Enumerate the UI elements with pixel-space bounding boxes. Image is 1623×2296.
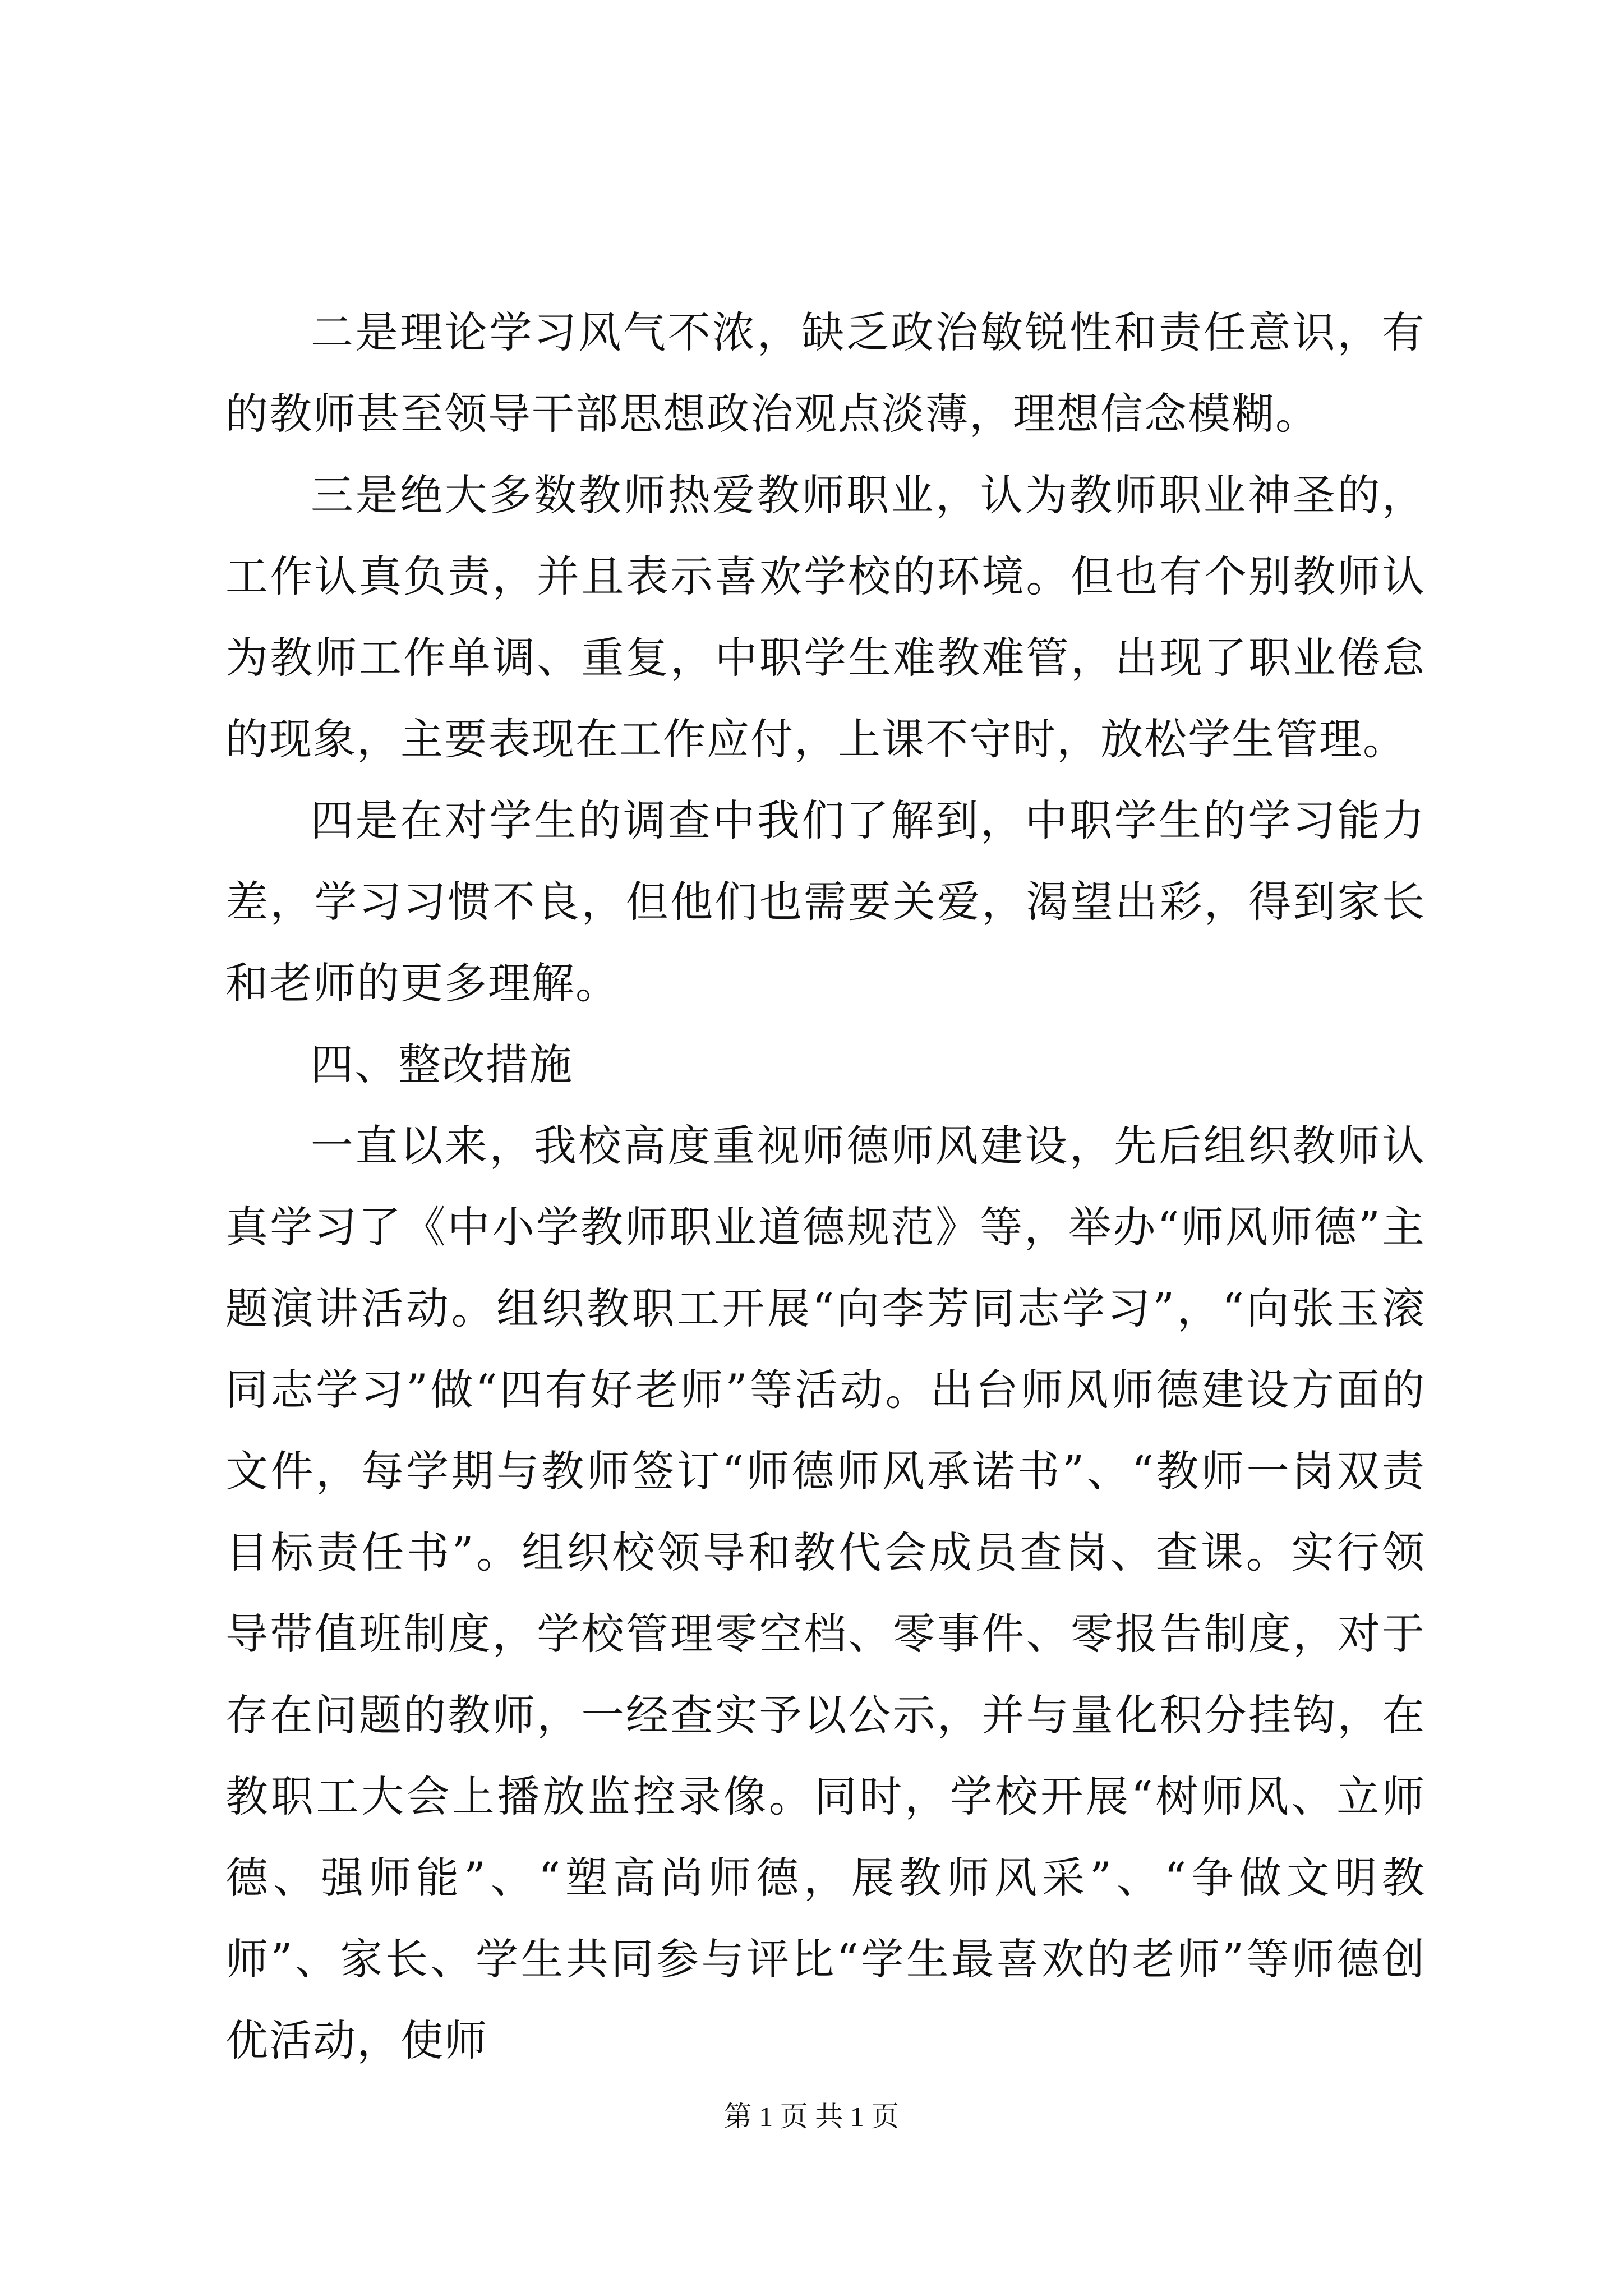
- document-body: [225, 292, 1426, 2081]
- paragraph-point-four: 四是在对学生的调查中我们了解到，中职学生的学习能力差，学习习惯不良，但他们也需要关爱，渴望出彩，得到家长和老师的更多理解。: [225, 795, 1426, 1008]
- paragraph-point-three: 三是绝大多数教师热爱教师职业，认为教师职业神圣的，工作认真负责，并且表示喜欢学校的环境。但也有个别教师认为教师工作单调、重复，中职学生难教难管，出现了职业倦怠的现象，主要表现在工作应付，上课不守时，放松学生管理。: [225, 470, 1426, 764]
- page-number-footer: 第 1 页 共 1 页: [723, 2101, 900, 2132]
- section-heading: 四、整改措施: [311, 1039, 573, 1089]
- paragraph-point-two: 二是理论学习风气不浓，缺乏政治敏锐性和责任意识，有的教师甚至领导干部思想政治观点淡薄，理想信念模糊。: [225, 307, 1426, 439]
- paragraph-rectification-measures: 一直以来，我校高度重视师德师风建设，先后组织教师认真学习了《中小学教师职业道德规范》等，举办“师风师德”主题演讲活动。组织教职工开展“向李芳同志学习”，“向张玉滚同志学习”做“四有好老师”等活动。出台师风师德建设方面的文件，每学期与教师签订“师德师风承诺书”、“教师一岗双责目标责任书”。组织校领导和教代会成员查岗、查课。实行领导带值班制度，学校管理零空档、零事件、零报告制度，对于存在问题的教师，一经查实予以公示，并与量化积分挂钩，在教职工大会上播放监控录像。同时，学校开展“树师风、立师德、强师能”、“塑高尚师德，展教师风采”、“争做文明教师”、家长、学生共同参与评比“学生最喜欢的老师”等师德创优活动，使师: [225, 1121, 1426, 2065]
